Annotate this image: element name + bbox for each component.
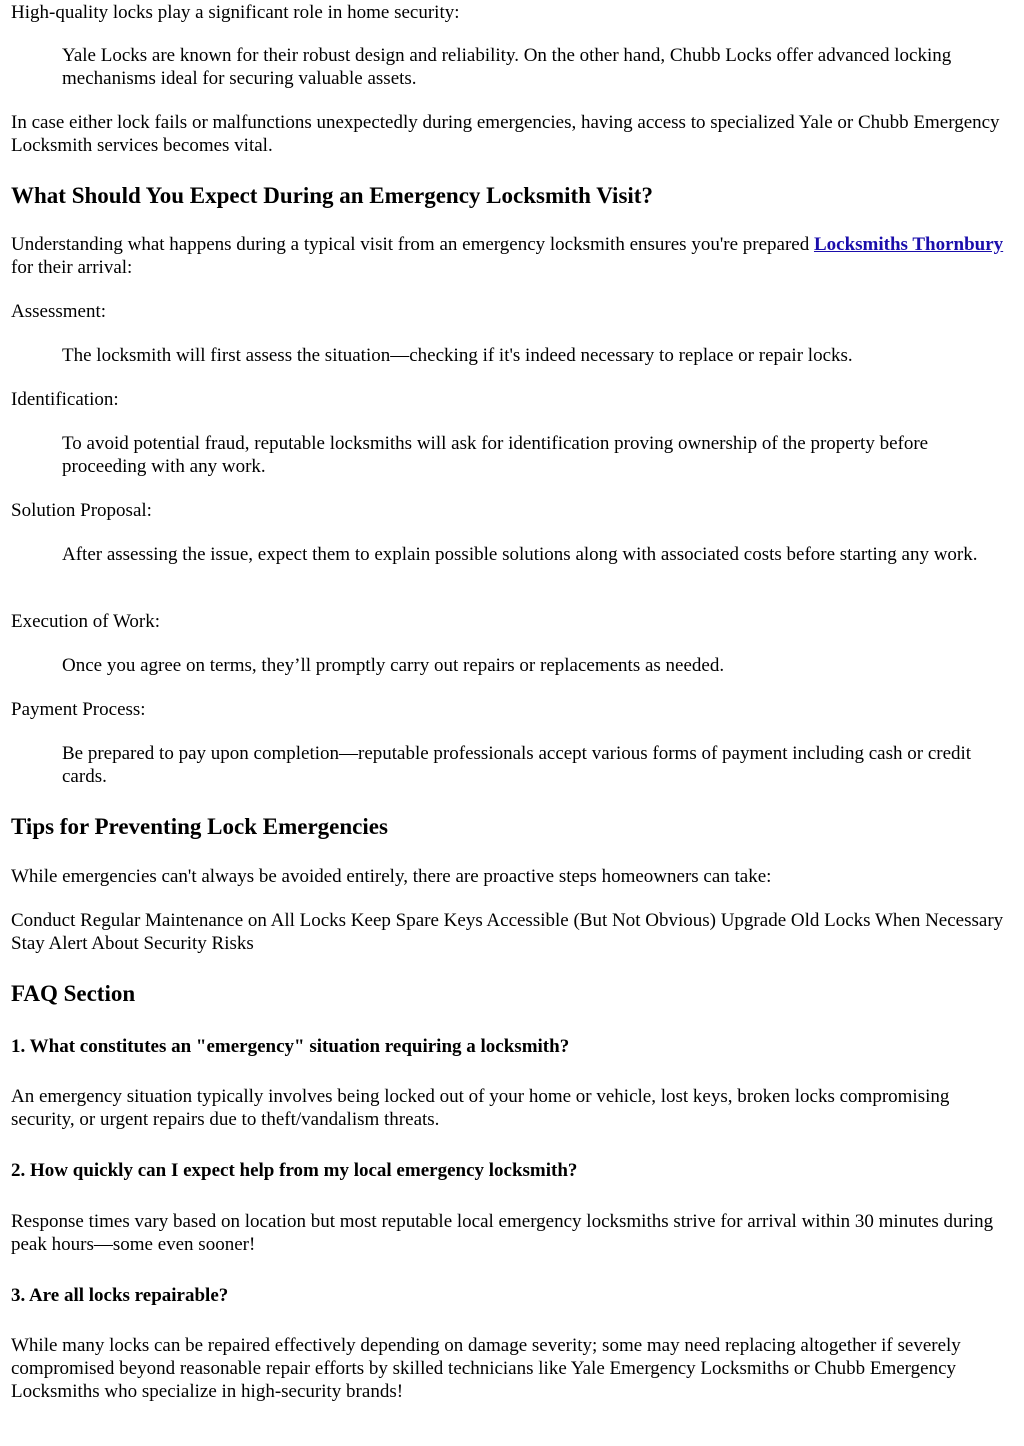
- tips-list: Conduct Regular Maintenance on All Locks Keep Spare Keys Accessible (But Not Obvious) Upgrade Old Locks When Necessary Stay Alert About Security Risks: [11, 910, 1004, 954]
- step-text: The locksmith will first assess the situation—checking if it's indeed necessary to replace or repair locks.: [62, 345, 853, 366]
- visit-intro-before: Understanding what happens during a typical visit from an emergency locksmith ensures you're prepared: [11, 234, 814, 255]
- step-text: After assessing the issue, expect them to explain possible solutions along with associated costs before starting any work.: [62, 544, 978, 565]
- step-label: Execution of Work:: [11, 611, 161, 632]
- tips-heading: Tips for Preventing Lock Emergencies: [11, 814, 388, 839]
- faq-question: 2. How quickly can I expect help from my local emergency locksmith?: [11, 1160, 578, 1181]
- step-label: Assessment:: [11, 301, 106, 322]
- step-label: Payment Process:: [11, 699, 146, 720]
- faq-question: 3. Are all locks repairable?: [11, 1285, 229, 1306]
- step-label: Solution Proposal:: [11, 500, 152, 521]
- intro-lead: High-quality locks play a significant role in home security:: [11, 2, 460, 23]
- faq-answer: Response times vary based on location but most reputable local emergency locksmiths strive for arrival within 30 minutes during peak hours—some even sooner!: [11, 1211, 994, 1255]
- intro-quote: Yale Locks are known for their robust design and reliability. On the other hand, Chubb Locks offer advanced locking mechanisms ideal for securing valuable assets.: [62, 45, 952, 89]
- tips-intro: While emergencies can't always be avoided entirely, there are proactive steps homeowners can take:: [11, 866, 772, 887]
- faq-heading: FAQ Section: [11, 981, 136, 1006]
- intro-after: In case either lock fails or malfunctions unexpectedly during emergencies, having access to specialized Yale or Chubb Emergency Locksmith services becomes vital.: [11, 112, 1000, 156]
- step-text: Once you agree on terms, they’ll promptly carry out repairs or replacements as needed.: [62, 655, 725, 676]
- visit-heading: What Should You Expect During an Emergency Locksmith Visit?: [11, 183, 653, 208]
- faq-answer: An emergency situation typically involves being locked out of your home or vehicle, lost keys, broken locks compromising security, or urgent repairs due to theft/vandalism threats.: [11, 1086, 950, 1130]
- step-label: Identification:: [11, 389, 119, 410]
- step-text: Be prepared to pay upon completion—reputable professionals accept various forms of payment including cash or credit cards.: [62, 743, 972, 787]
- step-text: To avoid potential fraud, reputable locksmiths will ask for identification proving ownership of the property before proceeding with any work.: [62, 433, 929, 477]
- locksmiths-thornbury-link[interactable]: Locksmiths Thornbury: [813, 234, 1004, 255]
- faq-answer: While many locks can be repaired effectively depending on damage severity; some may need replacing altogether if severely compromised beyond reasonable repair efforts by skilled technicians like Yale Emergency Locksmiths or Chubb Emergency Locksmiths who specialize in high-security brands!: [11, 1335, 961, 1402]
- faq-question: 1. What constitutes an "emergency" situation requiring a locksmith?: [11, 1036, 570, 1057]
- visit-intro-after: for their arrival:: [11, 257, 133, 278]
- visit-intro: [11, 233, 1014, 279]
